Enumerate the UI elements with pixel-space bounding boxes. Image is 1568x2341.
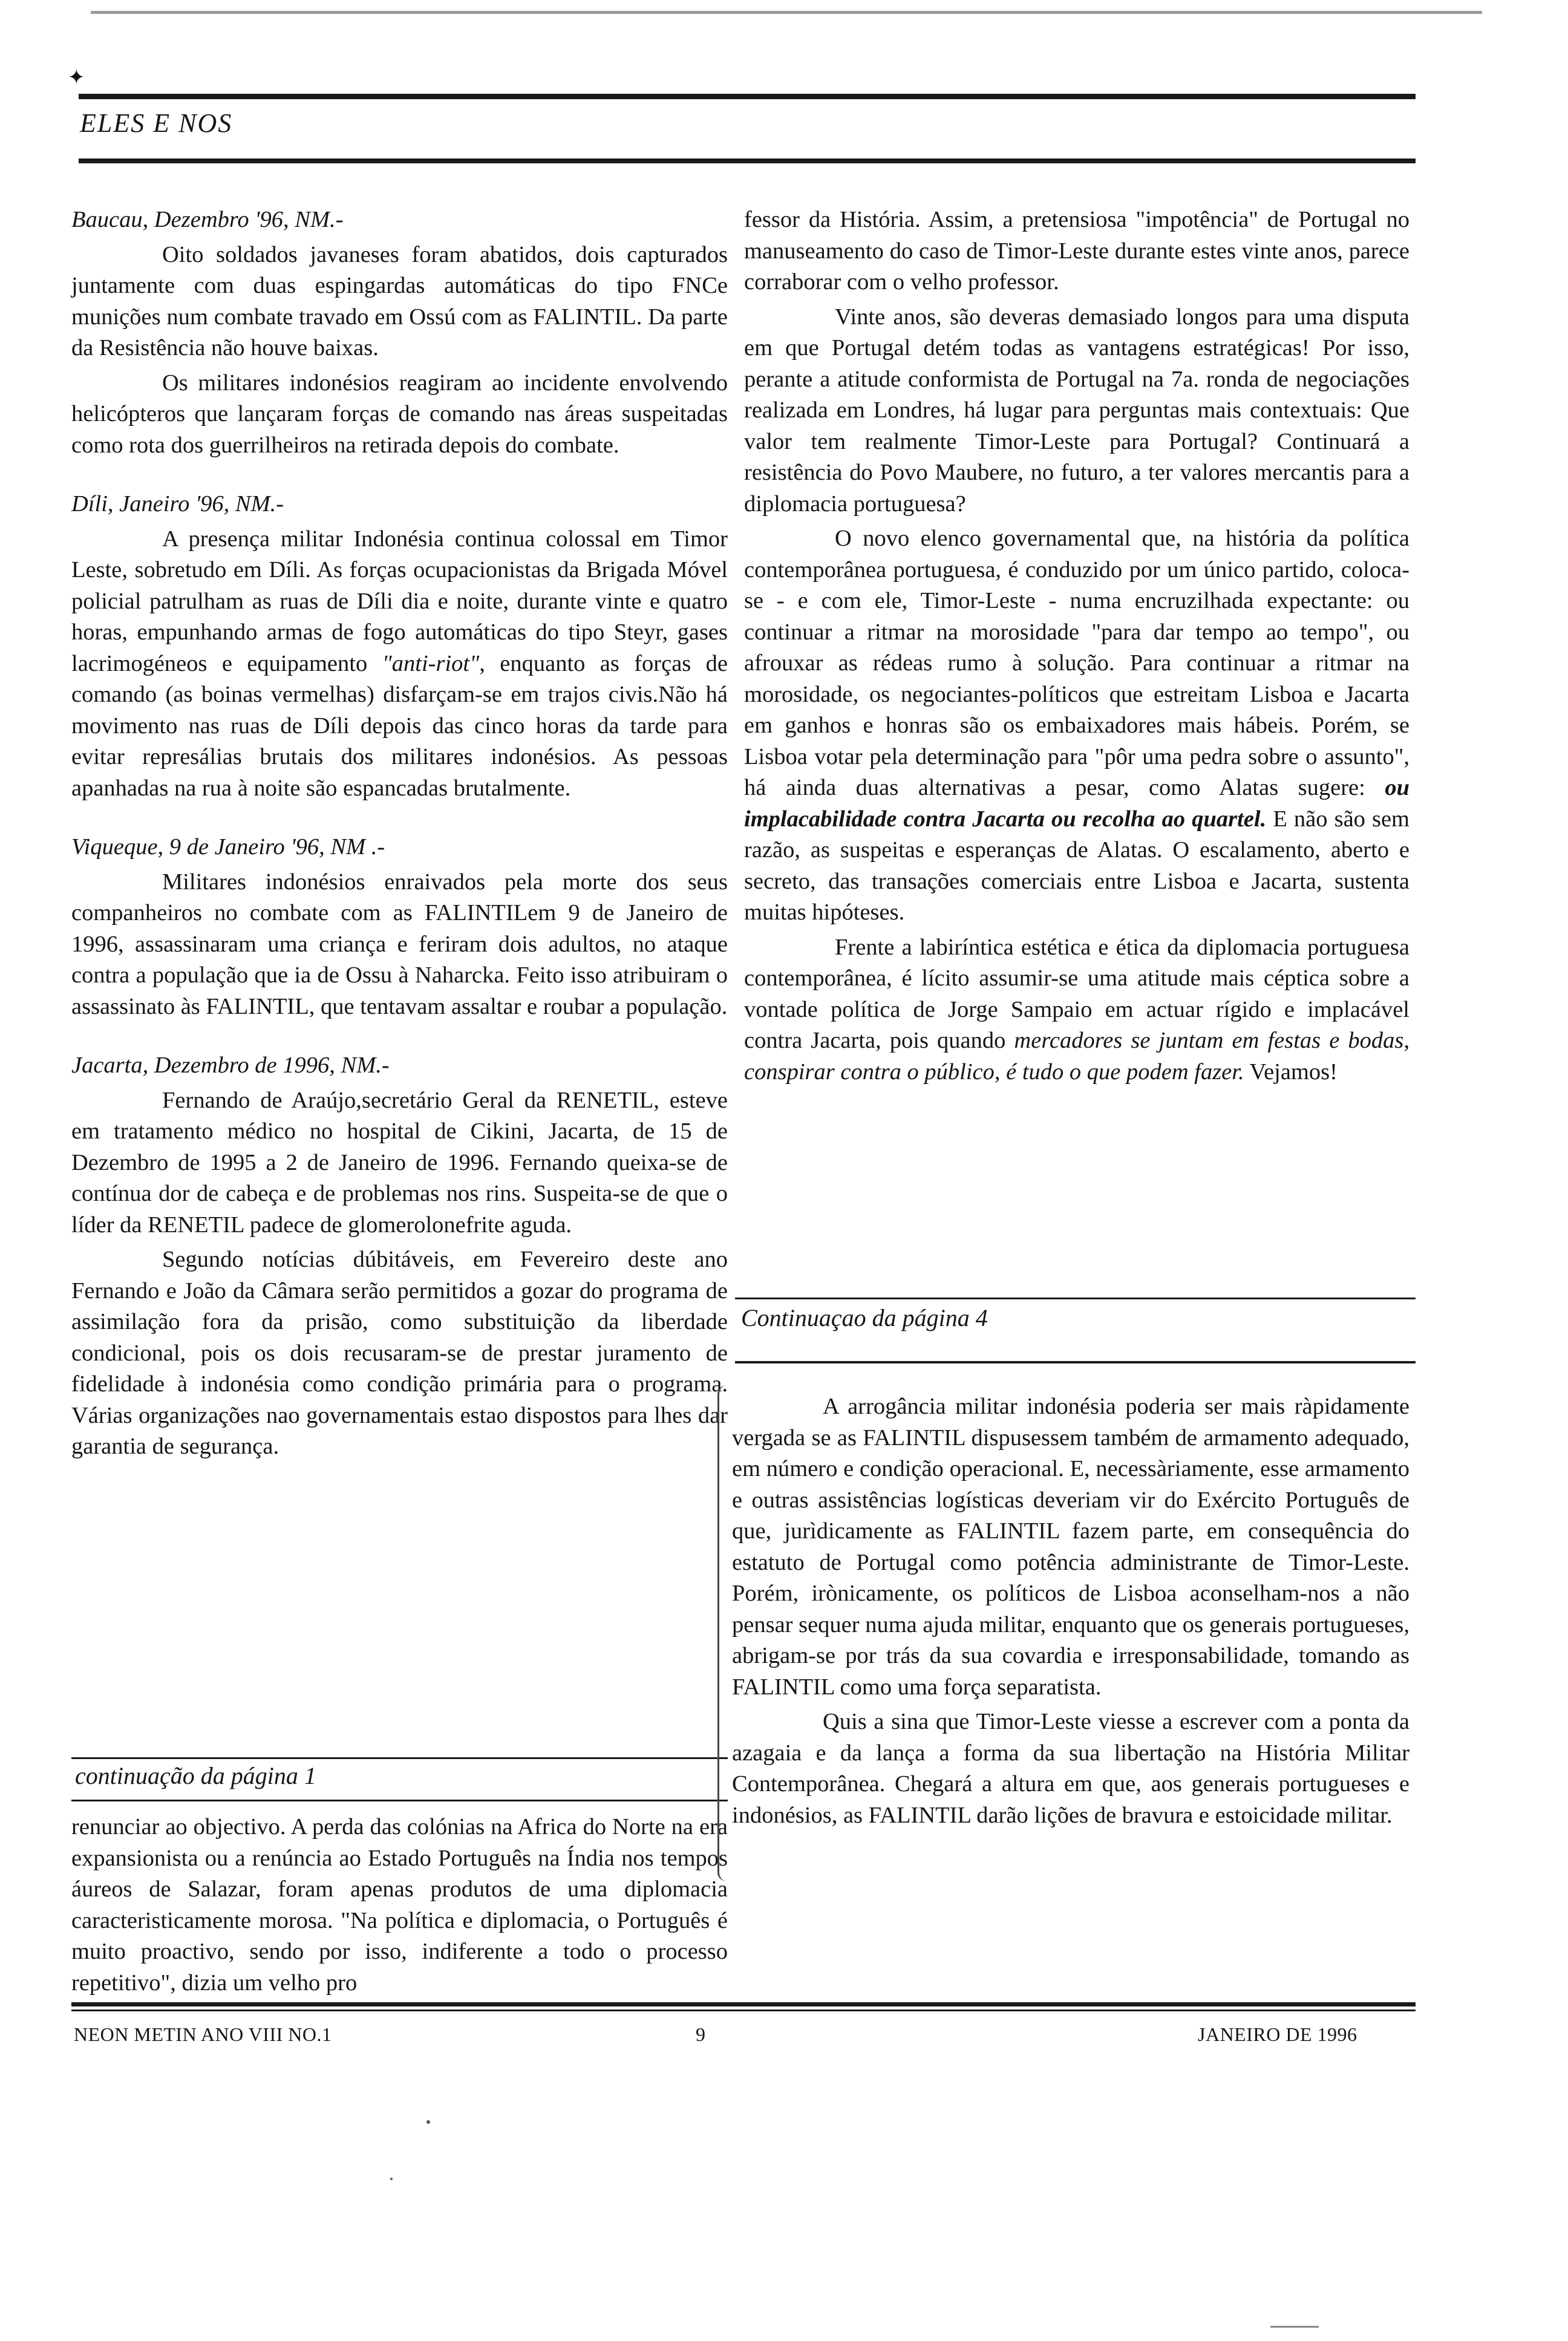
right-p3-text-a: O novo elenco governamental que, na história da política contemporânea portuguesa, é conduzido por um único partido, coloca-se - e com ele, Timor-Leste - numa encruzilhada expectante: ou continuar a ritmar na morosidade "para dar tempo ao tempo", ou afrouxar as rédeas rumo à solução. Para continuar a ritmar na morosidade, os negociantes-políticos que estreitam Lisboa e Jacarta em ganhos e honras são os embaixadores mais hábeis. Porém, se Lisboa votar pela determinação para "pôr uma pedra sobre o assunto", há ainda duas alternativas a pesar, como Alatas sugere: xyxy=(744,526,1410,800)
scan-edge-noise xyxy=(91,11,1482,14)
viqueque-paragraph: Militares indonésios enraivados pela morte dos seus companheiros no combate com as FALINTILem 9 de Janeiro de 1996, assassinaram uma criança e feriram dois adultos, no ataque contra a população que ia de Ossu à Naharcka. Feito isso atribuiram o assassinato às FALINTIL, que tentavam assaltar e roubar a população. xyxy=(71,869,728,1019)
right-paragraph-2: Vinte anos, são deveras demasiado longos para uma disputa em que Portugal detém todas as vantagens estratégicas! Por isso, perante a atitude conformista de Portugal na 7a. ronda de negociações realizada em Londres, há lugar para perguntas mais contextuais: Que valor tem realmente Timor-Leste para Portugal? Continuará a resistência do Povo Maubere, no futuro, a ter valores mercantis para a diplomacia portuguesa? xyxy=(744,304,1410,517)
footer-page-number: 9 xyxy=(696,2023,706,2045)
right-continuation-paragraph-1: A arrogância militar indonésia poderia ser mais ràpidamente vergada se as FALINTIL dispusessem também de armamento adequado, em número e condição operacional. E, necessàriamente, esse armamento e outras assistências logísticas deveriam vir do Exército Português de que, jurìdicamente as FALINTIL fazem parte, em consequência do estatuto de Portugal como potência administrante de Timor-Leste. Porém, irònicamente, os políticos de Lisboa aconselham-nos a não pensar sequer numa ajuda militar, enquanto que os generais portugueses, abrigam-se por trás da sua covardia e irresponsabilidade, tomando as FALINTIL como uma força separatista. xyxy=(732,1394,1410,1700)
jacarta-paragraph-1: Fernando de Araújo,secretário Geral da RENETIL, esteve em tratamento médico no hospital de Cikini, Jacarta, de 15 de Dezembro de 1995 a 2 de Janeiro de 1996. Fernando queixa-se de contínua dor de cabeça e de problemas nos rins. Suspeita-se de que o líder da RENETIL padece de glomerolonefrite aguda. xyxy=(71,1087,728,1238)
header-rule xyxy=(79,158,1416,163)
scan-mark: ✦ xyxy=(68,67,85,89)
left-continuation-text: renunciar ao objectivo. A perda das colónias na Africa do Norte na era expansionista ou a renúncia ao Estado Português na Índia nos tempos áureos de Salazar, foram apenas produtos de uma diplomacia caracteristicamente morosa. "Na política e diplomacia, o Português é muito proactivo, sendo por isso, indiferente a todo o processo repetitivo", dizia um velho pro xyxy=(71,1814,728,1996)
right-paragraph-4 xyxy=(744,932,1410,1088)
right-continuation-paragraph-2: Quis a sina que Timor-Leste viesse a escrever com a ponta da azagaia e da lança a forma da sua libertação na História Militar Contemporânea. Chegará a altura em que, aos generais portugueses e indonésios, as FALINTIL darão lições de bravura e estoicidade militar. xyxy=(732,1709,1410,1828)
right-p4-text-a: Frente a labiríntica estética e ética da diplomacia portuguesa contemporânea, é lícito assumir-se uma atitude mais céptica sobre a vontade política de Jorge Sampaio em actuar rígido e implacável contra Jacarta, pois quando xyxy=(744,934,1410,1053)
dili-text-b: , enquanto as forças de comando (as boinas vermelhas) disfarçam-se em trajos civis.Não há movimento nas ruas de Díli depois das cinco horas da tarde para evitar represálias brutais dos militares indonésios. As pessoas apanhadas na rua à noite são espancadas brutalmente. xyxy=(71,650,728,801)
top-rule xyxy=(79,94,1416,99)
dateline-baucau: Baucau, Dezembro '96, NM.- xyxy=(71,207,344,232)
footer-rule xyxy=(71,2002,1416,2006)
right-column xyxy=(744,204,1410,1088)
dateline-viqueque: Viqueque, 9 de Janeiro '96, NM .- xyxy=(71,834,385,860)
right-paragraph-1: fessor da História. Assim, a pretensiosa "impotência" de Portugal no manuseamento do caso de Timor-Leste durante estes vinte anos, parece corraborar com o velho professor. xyxy=(744,207,1410,295)
right-continuation-rule xyxy=(735,1361,1416,1363)
dili-text-a: A presença militar Indonésia continua colossal em Timor Leste, sobretudo em Díli. As forças ocupacionistas da Brigada Móvel policial patrulham as ruas de Díli dia e noite, durante vinte e quatro horas, empunhando armas de fogo automáticas do tipo Steyr, gases lacrimogéneos e equipamento xyxy=(71,526,728,676)
right-paragraph-3 xyxy=(744,523,1410,929)
left-column xyxy=(71,204,728,1463)
column-bracket xyxy=(717,1385,727,1881)
right-continuation-top-rule xyxy=(735,1298,1416,1299)
left-continuation-top-rule xyxy=(71,1757,728,1759)
dili-text-anti-riot: "anti-riot" xyxy=(382,650,480,676)
scan-speck xyxy=(390,2178,393,2180)
section-title: ELES E NOS xyxy=(80,108,233,138)
left-continuation-rule xyxy=(71,1800,728,1801)
footer-rule-thin xyxy=(71,2010,1416,2011)
right-continuation-text xyxy=(732,1391,1410,1831)
dateline-dili: Díli, Janeiro '96, NM.- xyxy=(71,491,284,517)
right-p3-emphasis: ou implacabilidade contra Jacarta ou recolha ao quartel. xyxy=(744,775,1410,832)
right-p4-quote: mercadores se juntam em festas e bodas, conspirar contra o público, é tudo o que podem fazer. xyxy=(744,1028,1410,1085)
jacarta-paragraph-2: Segundo notícias dúbitáveis, em Fevereiro deste ano Fernando e João da Câmara serão permitidos a gozar do programa de assimilação fora da prisão, como substituição da liberdade condicional, pois os dois recusaram-se de prestar juramento de fidelidade à indonésia como condição primária para o programa. Várias organizações nao governamentais estao dispostos para lhes dar garantia de segurança. xyxy=(71,1247,728,1459)
right-p3-text-b: E não são sem razão, as suspeitas e esperanças de Alatas. O escalamento, aberto e secreto, das transações comerciais entre Lisboa e Jacarta, sustenta muitas hipóteses. xyxy=(744,806,1410,925)
scan-speck xyxy=(1270,2326,1319,2328)
dili-paragraph xyxy=(71,524,728,805)
left-continuation-label: continuação da página 1 xyxy=(75,1762,316,1789)
baucau-paragraph-1: Oito soldados javaneses foram abatidos, dois capturados juntamente com duas espingardas automáticas do tipo FNCe munições num combate travado em Ossú com as FALINTIL. Da parte da Resistência não houve baixas. xyxy=(71,241,728,361)
scan-speck xyxy=(426,2120,430,2124)
footer-date: JANEIRO DE 1996 xyxy=(1198,2023,1357,2045)
footer-publication: NEON METIN ANO VIII NO.1 xyxy=(74,2023,332,2045)
right-p4-text-b: Vejamos! xyxy=(1244,1059,1338,1085)
baucau-paragraph-2: Os militares indonésios reagiram ao incidente envolvendo helicópteros que lançaram forças de comando nas áreas suspeitadas como rota dos guerrilheiros na retirada depois do combate. xyxy=(71,370,728,458)
dateline-jacarta: Jacarta, Dezembro de 1996, NM.- xyxy=(71,1053,390,1078)
right-continuation-label: Continuaçao da página 4 xyxy=(741,1304,988,1331)
